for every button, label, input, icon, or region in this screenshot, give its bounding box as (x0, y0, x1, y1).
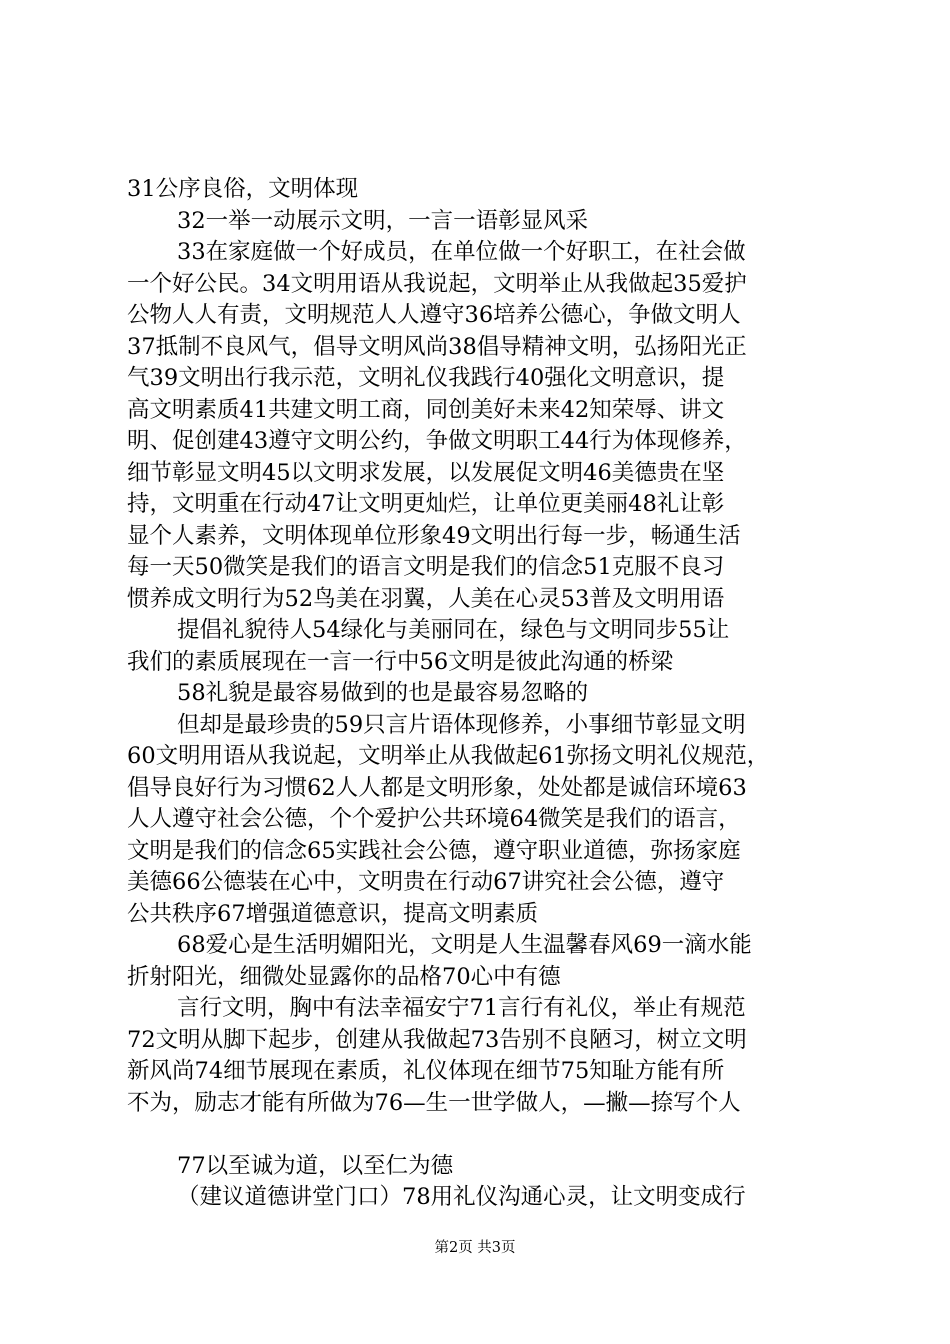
text-line: 人人遵守社会公德，个个爱护公共环境64微笑是我们的语言， (127, 806, 741, 832)
text-line: 37抵制不良风气，倡导文明风尚38倡导精神文明，弘扬阳光正 (127, 333, 747, 360)
text-line: 一个好公民。34文明用语从我说起，文明举止从我做起35爱护 (127, 270, 747, 297)
text-line: 33在家庭做一个好成员，在单位做一个好职工，在社会做 (177, 239, 746, 265)
text-line: 言行文明，胸中有法幸福安宁71言行有礼仪，举止有规范 (177, 995, 746, 1021)
text-line: 气39文明出行我示范，文明礼仪我践行40强化文明意识，提 (127, 365, 725, 391)
text-line: （建议道德讲堂门口）78用礼仪沟通心灵，让文明变成行 (177, 1184, 746, 1210)
text-line: 不为，励志才能有所做为76—生一世学做人，—撇—捺写个人 (127, 1089, 741, 1116)
text-line: 折射阳光，细微处显露你的品格70心中有德 (127, 963, 561, 990)
text-line: 显个人素养，文明体现单位形象49文明出行每一步，畅通生活 (127, 522, 741, 549)
page-footer (0, 1238, 950, 1258)
text-line: 明、促创建43遵守文明公约，争做文明职工44行为体现修养， (127, 428, 747, 454)
body-text (127, 174, 837, 1214)
text-line: 文明是我们的信念65实践社会公德，遵守职业道德，弥扬家庭 (127, 837, 741, 864)
text-line: 新风尚74细节展现在素质，礼仪体现在细节75知耻方能有所 (127, 1058, 725, 1084)
text-line: 32一举一动展示文明，一言一语彰显风采 (177, 207, 589, 234)
text-line: 但却是最珍贵的59只言片语体现修养，小事细节彰显文明 (177, 711, 746, 738)
text-line: 公物人人有责，文明规范人人遵守36培养公德心，争做文明人 (127, 302, 741, 328)
text-line: 我们的素质展现在一言一行中56文明是彼此沟通的桥梁 (127, 648, 674, 675)
text-line: 68爱心是生活明媚阳光，文明是人生温馨春风69一滴水能 (177, 932, 752, 958)
text-line: 60文明用语从我说起，文明举止从我做起61弥扬文明礼仪规范， (127, 743, 770, 769)
text-line: 提倡礼貌待人54绿化与美丽同在，绿色与文明同步55让 (177, 617, 730, 643)
text-line: 公共秩序67增强道德意识，提高文明素质 (127, 900, 539, 927)
text-line: 倡导良好行为习惯62人人都是文明形象，处处都是诚信环境63 (127, 774, 747, 801)
text-line: 31公序良俗，文明体现 (127, 176, 359, 202)
text-line: 77以至诚为道，以至仁为德 (177, 1152, 454, 1179)
text-line: 58礼貌是最容易做到的也是最容易忽略的 (177, 680, 589, 706)
text-line: 高文明素质41共建文明工商，同创美好未来42知荣辱、讲文 (127, 396, 725, 423)
blank-line (127, 1119, 837, 1151)
text-line: 惯养成文明行为52鸟美在羽翼，人美在心灵53普及文明用语 (127, 585, 725, 612)
text-line: 每一天50微笑是我们的语言文明是我们的信念51克服不良习 (127, 554, 725, 580)
text-line: 72文明从脚下起步，创建从我做起73告别不良陋习，树立文明 (127, 1026, 747, 1053)
text-line: 细节彰显文明45以文明求发展，以发展促文明46美德贵在坚 (127, 459, 725, 486)
text-line: 持，文明重在行动47让文明更灿烂，让单位更美丽48礼让彰 (127, 491, 725, 517)
page-number-label: 第2页 共3页 (434, 1240, 516, 1256)
text-line: 美德66公德装在心中，文明贵在行动67讲究社会公德，遵守 (127, 869, 725, 895)
